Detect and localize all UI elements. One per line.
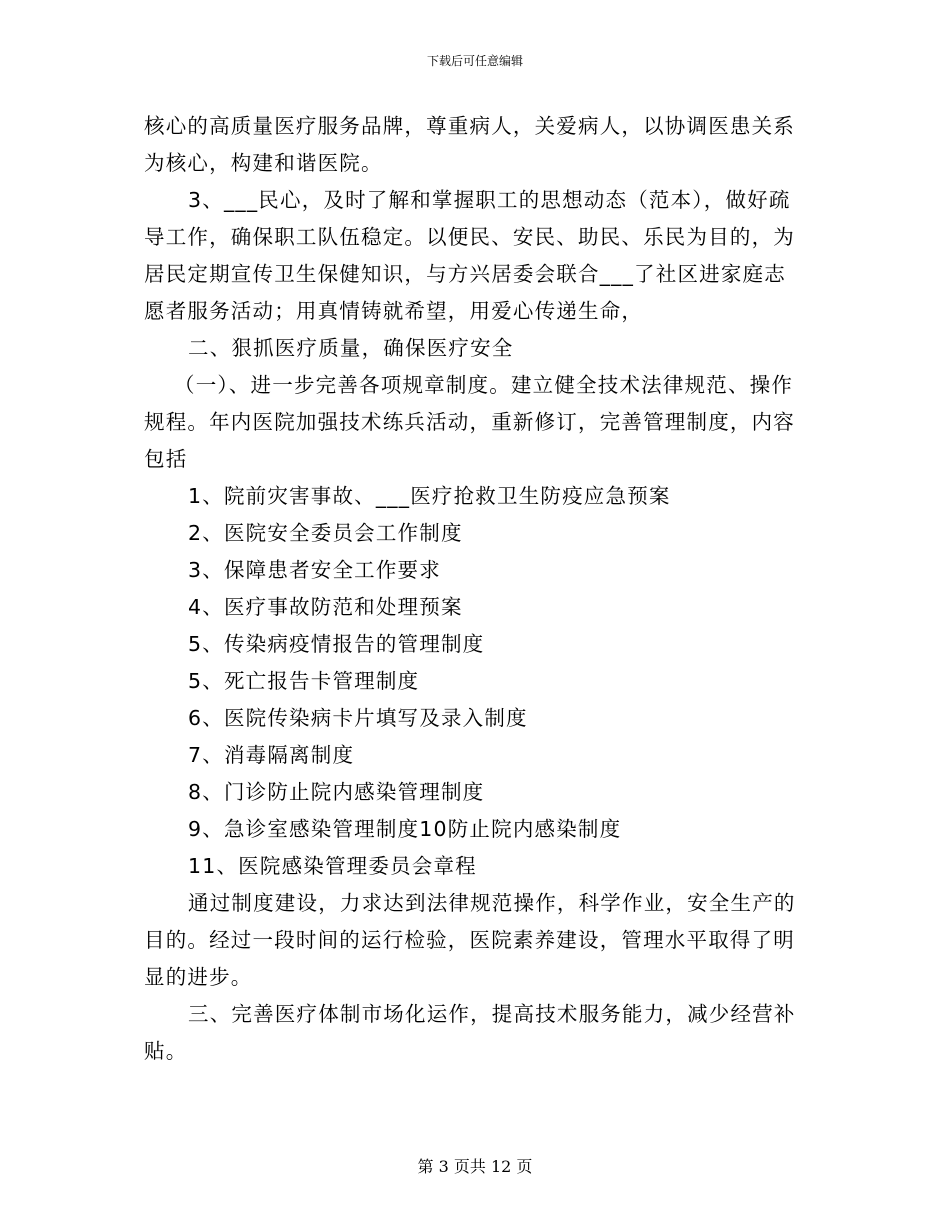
list-item: 3、保障患者安全工作要求 — [188, 558, 441, 582]
list-item: 1、院前灾害事故、___医疗抢救卫生防疫应急预案 — [188, 484, 671, 508]
list-item: 4、医疗事故防范和处理预案 — [188, 595, 463, 619]
paragraph-subsection-1: （一）、进一步完善各项规章制度。建立健全技术法律规范、操作规程。年内医院加强技术练兵活动，重新修订，完善管理制度，内容包括 — [144, 373, 795, 471]
page-header: 下载后可任意编辑 — [426, 54, 523, 68]
page-number: 第 3 页共 12 页 — [417, 1157, 533, 1176]
paragraph-conclusion: 通过制度建设，力求达到法律规范操作，科学作业，安全生产的目的。经过一段时间的运行检验，医院素养建设，管理水平取得了明显的进步。 — [144, 891, 796, 989]
paragraph-2: 3、___民心，及时了解和掌握职工的思想动态（范本），做好疏导工作，确保职工队伍稳定。以便民、安民、助民、乐民为目的，为居民定期宣传卫生保健知识，与方兴居委会联合___了社区进家庭志愿者服务活动；用真情铸就希望，用爱心传递生命， — [144, 188, 795, 323]
list-item: 5、传染病疫情报告的管理制度 — [188, 632, 485, 656]
list-item: 8、门诊防止院内感染管理制度 — [188, 780, 485, 804]
list-item: 2、医院安全委员会工作制度 — [188, 521, 463, 545]
section-heading-2: 二、狠抓医疗质量，确保医疗安全 — [188, 336, 514, 360]
paragraph-1: 核心的高质量医疗服务品牌，尊重病人，关爱病人，以协调医患关系为核心，构建和谐医院。 — [144, 114, 795, 175]
list-item: 6、医院传染病卡片填写及录入制度 — [188, 706, 528, 730]
document-body — [144, 108, 804, 1070]
list-item: 7、消毒隔离制度 — [188, 743, 355, 767]
list-item: 11、医院感染管理委员会章程 — [188, 854, 477, 878]
section-heading-3: 三、完善医疗体制市场化运作，提高技术服务能力，减少经营补贴。 — [144, 1002, 796, 1063]
list-item: 9、急诊室感染管理制度10防止院内感染制度 — [188, 817, 622, 841]
list-item: 5、死亡报告卡管理制度 — [188, 669, 420, 693]
